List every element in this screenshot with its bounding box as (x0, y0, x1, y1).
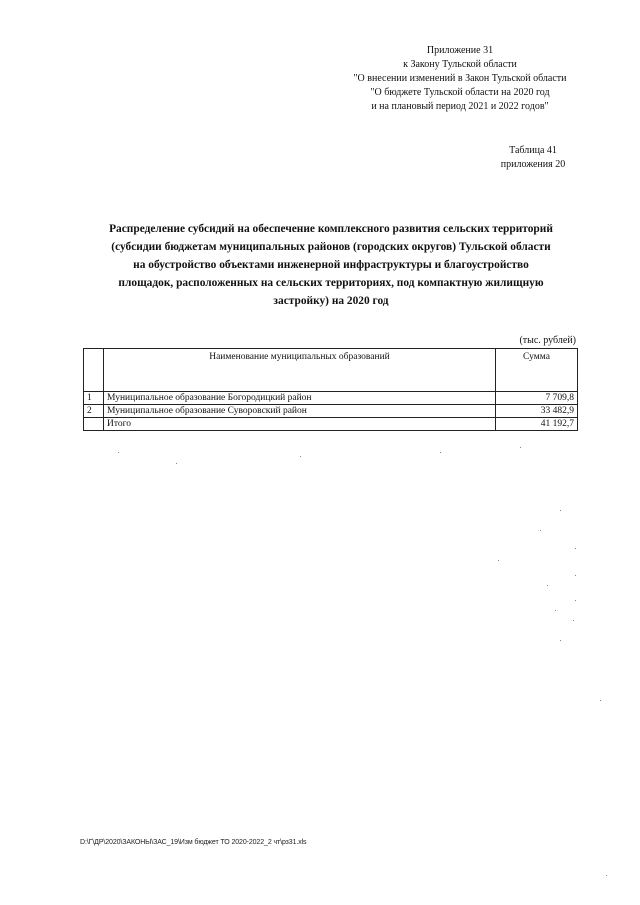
table-row (84, 392, 578, 405)
table-row (84, 405, 578, 418)
title-line-2: (субсидии бюджетам муниципальных районов (городских округов) Тульской области (111, 241, 551, 253)
table-ref-line-2: приложения 20 (500, 159, 566, 170)
document-title (78, 220, 584, 310)
table-header-row (84, 349, 578, 392)
title-line-3: на обустройство объектами инженерной инфраструктуры и благоустройство (133, 259, 529, 271)
subsidy-table (83, 348, 578, 431)
units-label: (тыс. рублей) (519, 335, 576, 346)
row-number: 1 (84, 392, 104, 405)
table-total-row (84, 418, 578, 431)
total-sum: 41 192,7 (496, 418, 578, 431)
annex-line-4: "О бюджете Тульской области на 2020 год (370, 87, 550, 98)
title-line-1: Распределение субсидий на обеспечение комплексного развития сельских территорий (109, 223, 553, 235)
title-line-4: площадок, расположенных на сельских территориях, под компактную жилищную (118, 277, 544, 289)
annex-line-5: и на плановый период 2021 и 2022 годов" (371, 101, 549, 112)
row-sum: 7 709,8 (496, 392, 578, 405)
header-sum: Сумма (496, 349, 578, 392)
row-name: Муниципальное образование Богородицкий район (104, 392, 496, 405)
annex-line-1: Приложение 31 (426, 45, 494, 56)
total-number (84, 418, 104, 431)
table-reference (488, 144, 578, 172)
row-sum: 33 482,9 (496, 405, 578, 418)
header-name: Наименование муниципальных образований (104, 349, 496, 392)
row-number: 2 (84, 405, 104, 418)
row-name: Муниципальное образование Суворовский район (104, 405, 496, 418)
table-ref-line-1: Таблица 41 (509, 145, 557, 156)
annex-line-2: к Закону Тульской области (403, 59, 517, 70)
file-path-footer: D:\Г\ДР\2020\ЗАКОНЫ\ЗАС_19\Изм бюджет ТО 2020-2022_2 чт\рз31.xls (80, 839, 307, 846)
annex-line-3: "О внесении изменений в Закон Тульской области (353, 73, 567, 84)
header-number (84, 349, 104, 392)
title-line-5: застройку) на 2020 год (273, 295, 389, 307)
total-label: Итого (104, 418, 496, 431)
annex-header (330, 44, 590, 114)
